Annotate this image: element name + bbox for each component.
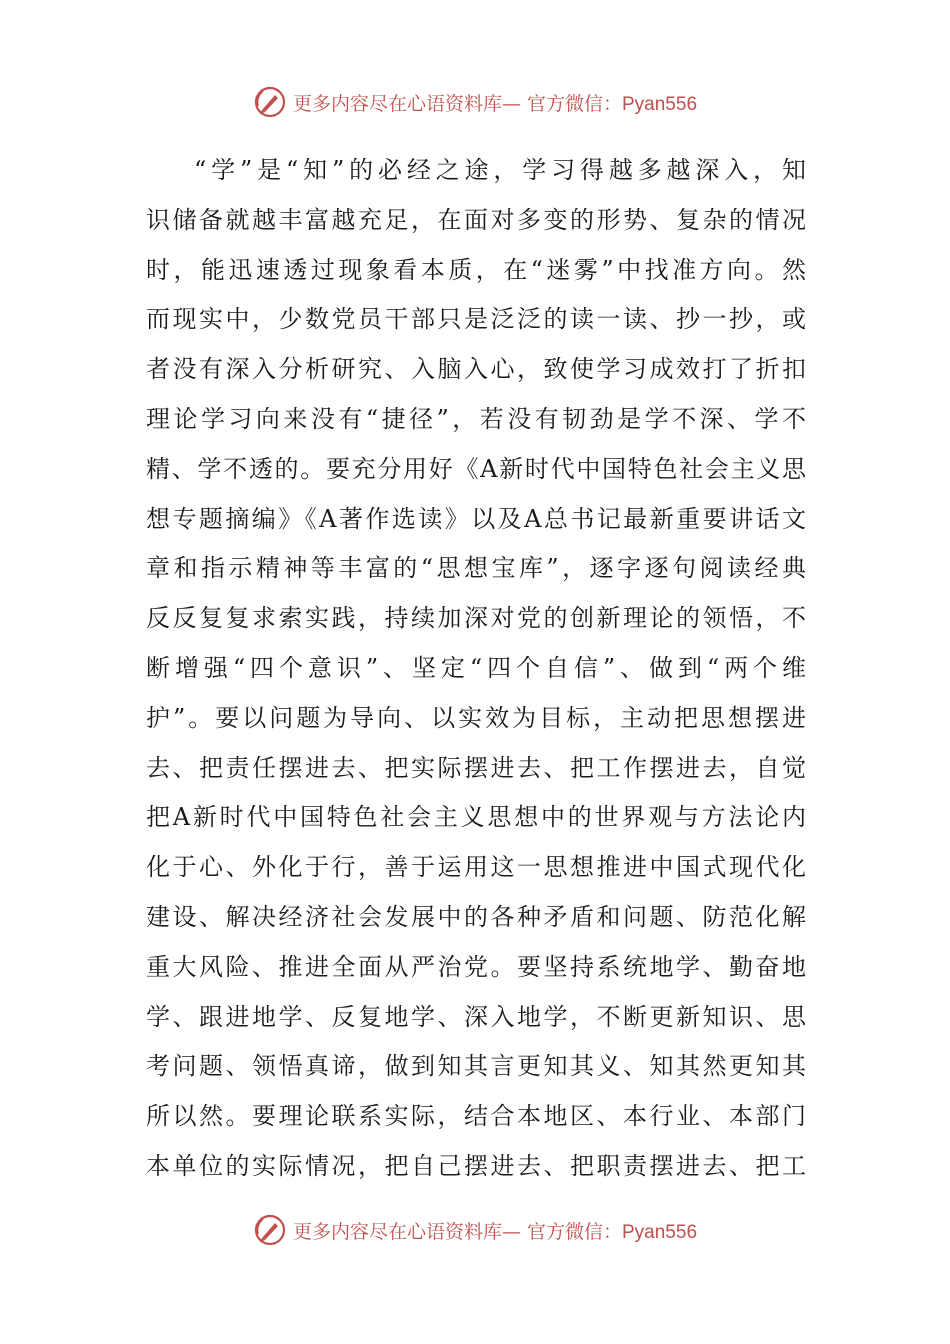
text-line: 识储备就越丰富越充足，在面对多变的形势、复杂的情况 (146, 205, 806, 234)
text-line: 想专题摘编》《A著作选读》以及A总书记最新重要讲话文 (146, 504, 806, 533)
text-line: 建设、解决经济社会发展中的各种矛盾和问题、防范化解 (146, 902, 806, 931)
pen-logo-icon (253, 1213, 287, 1247)
text-line: 去、把责任摆进去、把实际摆进去、把工作摆进去，自觉 (146, 753, 806, 782)
watermark-banner-bottom (0, 1208, 950, 1252)
text-line: 学、跟进地学、反复地学、深入地学，不断更新知识、思 (146, 1002, 806, 1031)
text-line: 重大风险、推进全面从严治党。要坚持系统地学、勤奋地 (146, 952, 806, 981)
text-line: 护”。要以问题为导向、以实效为目标，主动把思想摆进 (146, 703, 806, 732)
text-line: 而现实中，少数党员干部只是泛泛的读一读、抄一抄，或 (146, 305, 806, 334)
watermark-text-left: 更多内容尽在心语资料库— (292, 1220, 521, 1243)
watermark-text-right: 官方微信：Pyan556 (527, 93, 698, 115)
text-line: 本单位的实际情况，把自己摆进去、把职责摆进去、把工 (146, 1151, 806, 1180)
watermark-text-right: 官方微信：Pyan556 (527, 1221, 698, 1243)
text-line: 考问题、领悟真谛，做到知其言更知其义、知其然更知其 (146, 1052, 806, 1081)
text-line: 精、学不透的。要充分用好《A新时代中国特色社会主义思 (146, 454, 806, 483)
text-line: “学”是“知”的必经之途，学习得越多越深入，知 (194, 156, 806, 184)
text-line: 章和指示精神等丰富的“思想宝库”，逐字逐句阅读经典 (146, 554, 806, 583)
text-line: 化于心、外化于行，善于运用这一思想推进中国式现代化 (146, 853, 806, 882)
watermark-banner-top (0, 80, 950, 124)
text-line: 时，能迅速透过现象看本质，在“迷雾”中找准方向。然 (146, 255, 806, 284)
document-body (146, 146, 806, 1192)
text-line: 把A新时代中国特色社会主义思想中的世界观与方法论内 (146, 803, 806, 832)
text-line: 理论学习向来没有“捷径”，若没有韧劲是学不深、学不 (146, 404, 806, 433)
text-line: 所以然。要理论联系实际，结合本地区、本行业、本部门 (146, 1102, 806, 1131)
text-line: 反反复复求索实践，持续加深对党的创新理论的领悟，不 (146, 604, 806, 633)
pen-logo-icon (253, 85, 287, 119)
watermark-text-left: 更多内容尽在心语资料库— (292, 92, 521, 115)
text-line: 断增强“四个意识”、坚定“四个自信”、做到“两个维 (146, 653, 806, 682)
text-line: 者没有深入分析研究、入脑入心，致使学习成效打了折扣 (146, 355, 806, 384)
